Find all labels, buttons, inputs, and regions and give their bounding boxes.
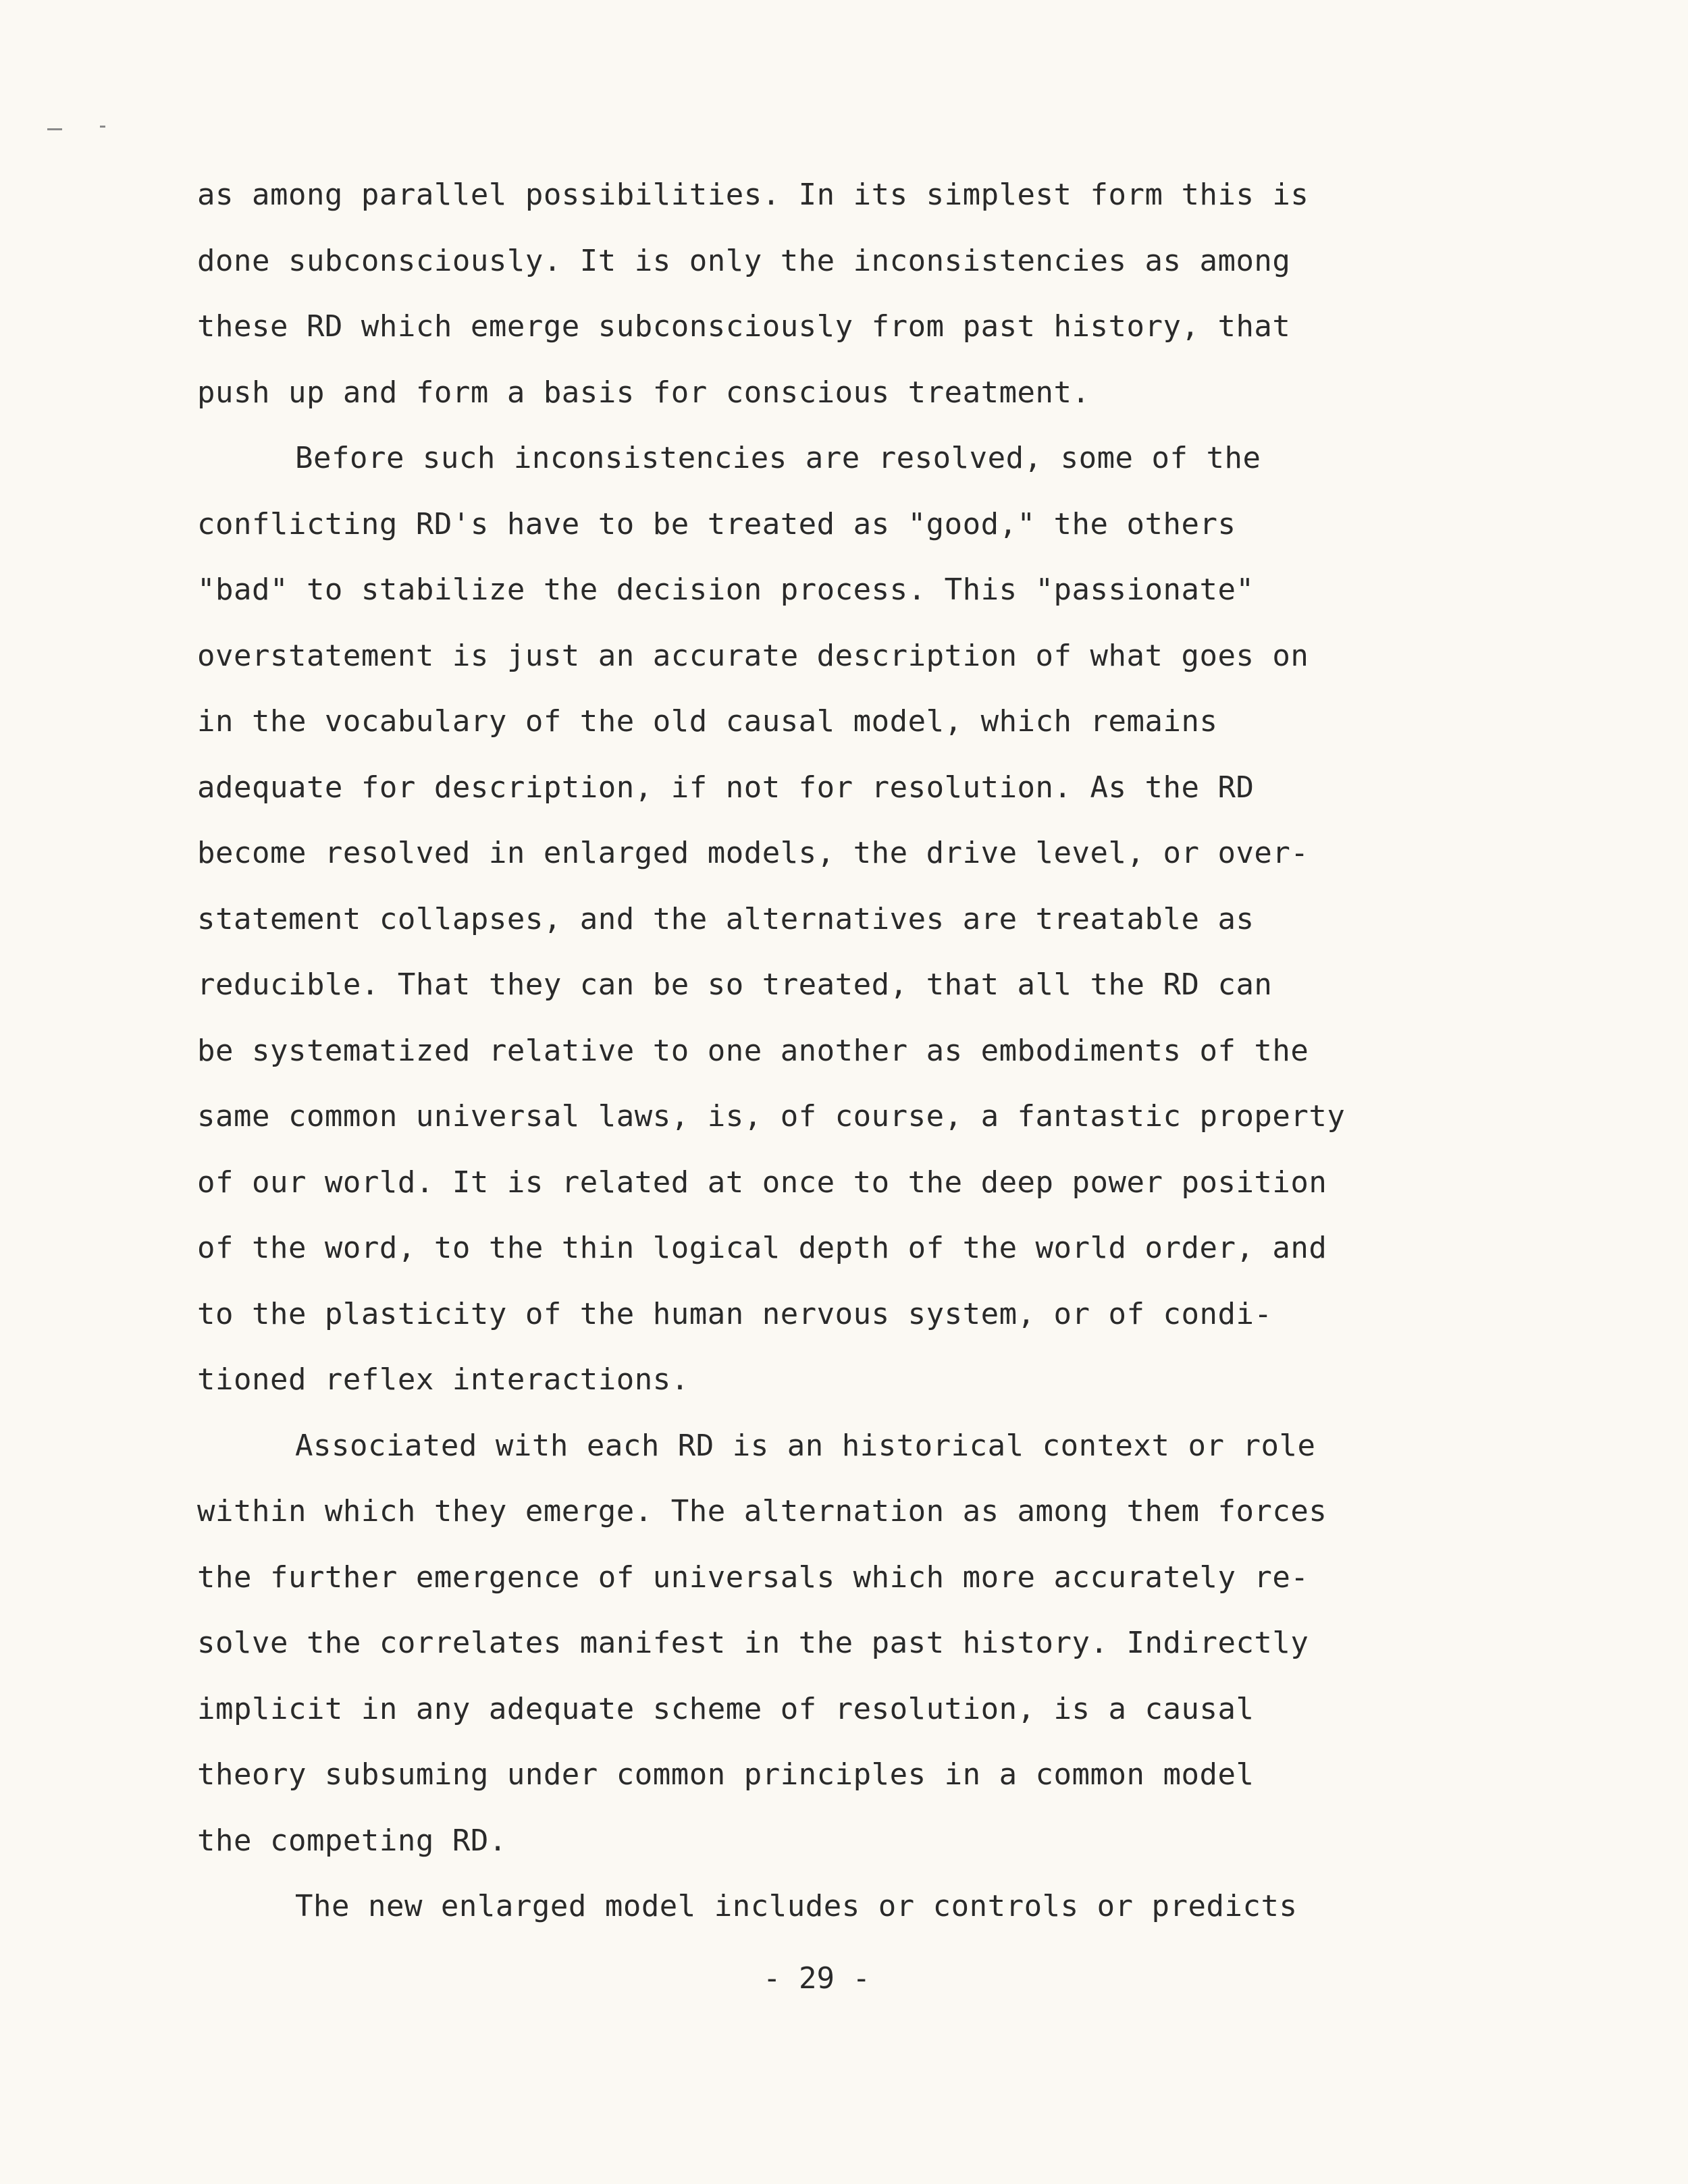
text-line: same common universal laws, is, of course, a fantastic property	[197, 1099, 1346, 1134]
text-line: reducible. That they can be so treated, that all the RD can	[197, 967, 1273, 1002]
text-line: be systematized relative to one another as embodiments of the	[197, 1033, 1309, 1068]
paragraph-start-line: Before such inconsistencies are resolved, some of the	[295, 441, 1261, 475]
text-line: conflicting RD's have to be treated as "good," the others	[197, 506, 1236, 541]
text-line: these RD which emerge subconsciously from past history, that	[197, 309, 1291, 344]
page-number: - 29 -	[763, 1961, 870, 1996]
scan-speck	[47, 128, 62, 130]
text-line: overstatement is just an accurate description of what goes on	[197, 638, 1309, 673]
paragraph-start-line: The new enlarged model includes or controls or predicts	[295, 1889, 1298, 1923]
text-line: push up and form a basis for conscious treatment.	[197, 375, 1090, 410]
text-line: become resolved in enlarged models, the drive level, or over-	[197, 836, 1309, 870]
text-line: theory subsuming under common principles in a common model	[197, 1757, 1255, 1792]
text-line: done subconsciously. It is only the inconsistencies as among	[197, 243, 1291, 278]
text-line: as among parallel possibilities. In its simplest form this is	[197, 178, 1309, 212]
body-text	[197, 162, 1467, 1940]
text-line: adequate for description, if not for resolution. As the RD	[197, 770, 1255, 805]
text-line: in the vocabulary of the old causal model, which remains	[197, 704, 1218, 739]
text-line: within which they emerge. The alternation as among them forces	[197, 1494, 1327, 1528]
text-line: the competing RD.	[197, 1823, 507, 1858]
scan-speck	[100, 126, 105, 128]
paragraph-start-line: Associated with each RD is an historical context or role	[295, 1428, 1316, 1463]
text-line: statement collapses, and the alternatives are treatable as	[197, 901, 1255, 936]
text-line: of our world. It is related at once to the deep power position	[197, 1165, 1327, 1200]
text-line: the further emergence of universals which more accurately re-	[197, 1560, 1309, 1595]
text-line: to the plasticity of the human nervous system, or of condi-	[197, 1296, 1273, 1331]
text-line: solve the correlates manifest in the past history. Indirectly	[197, 1626, 1309, 1660]
text-line: "bad" to stabilize the decision process. This "passionate"	[197, 572, 1255, 607]
text-line: tioned reflex interactions.	[197, 1362, 689, 1397]
text-line: implicit in any adequate scheme of resolution, is a causal	[197, 1691, 1255, 1726]
text-line: of the word, to the thin logical depth of the world order, and	[197, 1231, 1327, 1265]
